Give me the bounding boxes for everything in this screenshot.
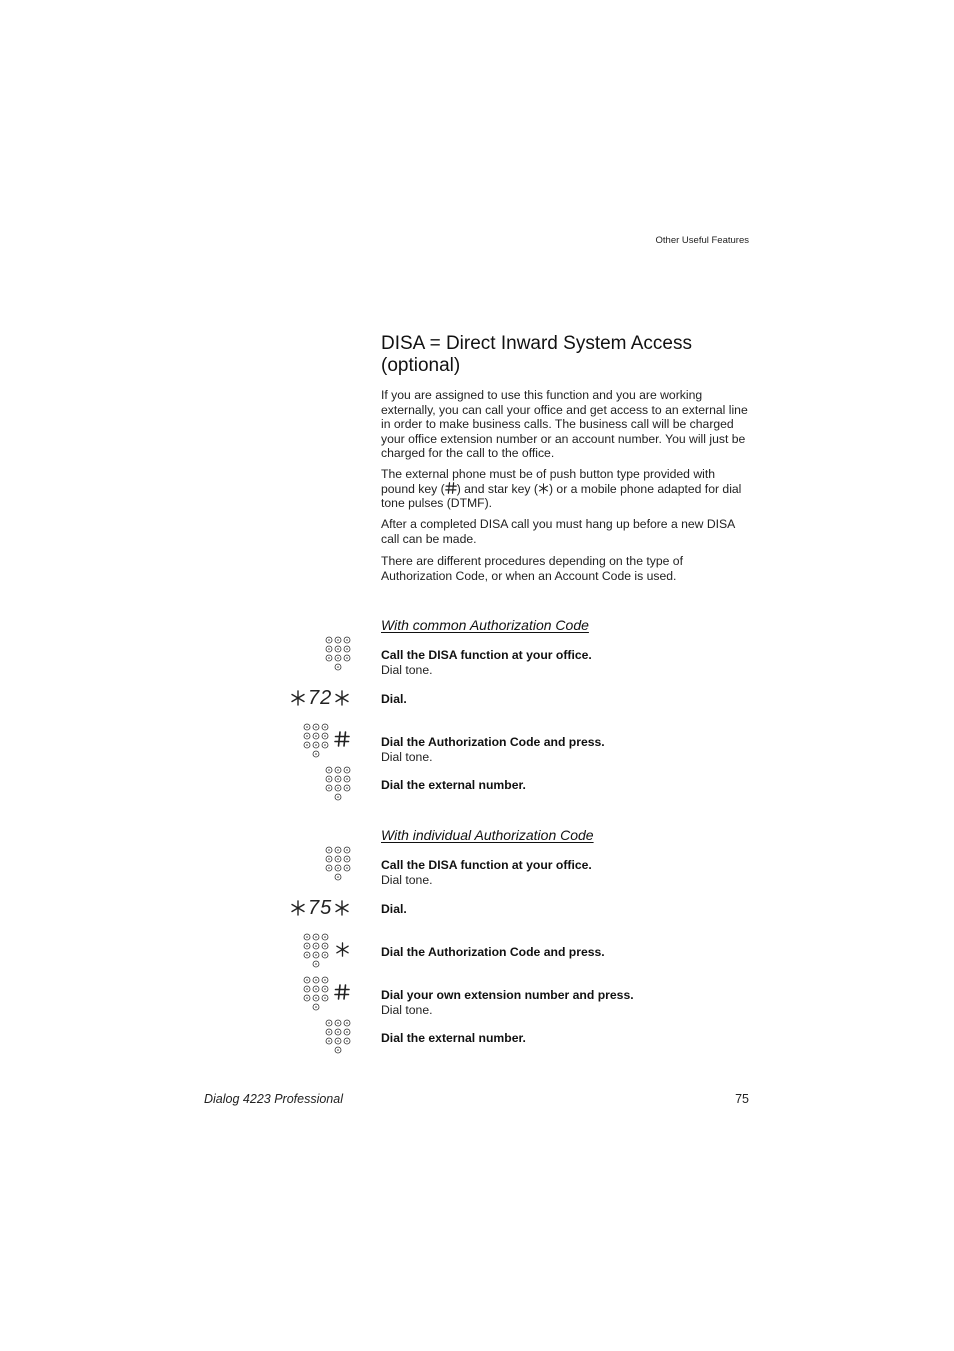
step-action: Dial your own extension number and press. <box>381 988 634 1002</box>
step-external-number <box>381 1031 761 1046</box>
intro-p2-part-a: The external phone must be of push button type provided with pound key ( <box>381 467 716 496</box>
step-action: Call the DISA function at your office. <box>381 648 592 662</box>
step-action: Call the DISA function at your office. <box>381 858 592 872</box>
footer-product-name: Dialog 4223 Professional <box>204 1092 343 1106</box>
step-action: Dial the Authorization Code and press. <box>381 735 605 749</box>
step-call-disa <box>381 648 761 677</box>
step-action: Dial the Authorization Code and press. <box>381 945 605 959</box>
keypad-icon <box>303 976 329 1012</box>
feature-code: 75 <box>308 896 333 919</box>
step-action: Dial the external number. <box>381 778 526 792</box>
step-note: Dial tone. <box>381 1002 433 1017</box>
step-dial <box>381 902 761 917</box>
intro-paragraph-1: If you are assigned to use this function and you are working externally, you can call your office and get access to an external line in order to make business calls. The business call will be charged your office extension number or an account number. You will just be charged for the call to the office. <box>381 388 748 460</box>
step-action: Dial. <box>381 692 407 706</box>
intro-paragraph-4: There are different procedures depending on the type of Authorization Code, or when an Account Code is used. <box>381 554 683 583</box>
pound-key-icon <box>334 984 350 1000</box>
step-own-extension <box>381 988 761 1017</box>
step-note: Dial tone. <box>381 872 433 887</box>
section-heading-individual: With individual Authorization Code <box>381 827 594 843</box>
keypad-icon <box>303 723 329 759</box>
step-note: Dial tone. <box>381 662 433 677</box>
step-dial <box>381 692 761 707</box>
star-code-72 <box>290 686 350 710</box>
intro-p2-part-c: ) or a mobile phone adapted for dial tone pulses (DTMF). <box>381 481 742 510</box>
star-code-75 <box>290 896 350 920</box>
keypad-icon <box>325 636 351 672</box>
star-key-icon <box>290 690 306 706</box>
keypad-icon <box>303 933 329 969</box>
star-key-icon <box>335 942 350 957</box>
running-header: Other Useful Features <box>655 235 749 246</box>
step-note: Dial tone. <box>381 749 433 764</box>
page-title: DISA = Direct Inward System Access (optional) <box>381 333 692 376</box>
step-external-number <box>381 778 761 793</box>
intro-paragraph-2 <box>381 467 751 511</box>
feature-code: 72 <box>308 686 333 709</box>
step-action: Dial the external number. <box>381 1031 526 1045</box>
star-key-icon <box>334 690 350 706</box>
star-key-icon <box>538 483 549 494</box>
pound-key-icon <box>445 482 457 494</box>
intro-p2-part-b: ) and star key ( <box>456 481 538 496</box>
step-call-disa <box>381 858 761 887</box>
star-key-icon <box>290 900 306 916</box>
step-action: Dial. <box>381 902 407 916</box>
page-number: 75 <box>735 1092 749 1106</box>
section-heading-common: With common Authorization Code <box>381 617 589 633</box>
star-key-icon <box>334 900 350 916</box>
step-auth-code <box>381 735 761 764</box>
pound-key-icon <box>334 731 350 747</box>
intro-paragraph-3: After a completed DISA call you must hang up before a new DISA call can be made. <box>381 517 735 546</box>
keypad-icon <box>325 1019 351 1055</box>
keypad-icon <box>325 766 351 802</box>
step-auth-code <box>381 945 761 960</box>
keypad-icon <box>325 846 351 882</box>
